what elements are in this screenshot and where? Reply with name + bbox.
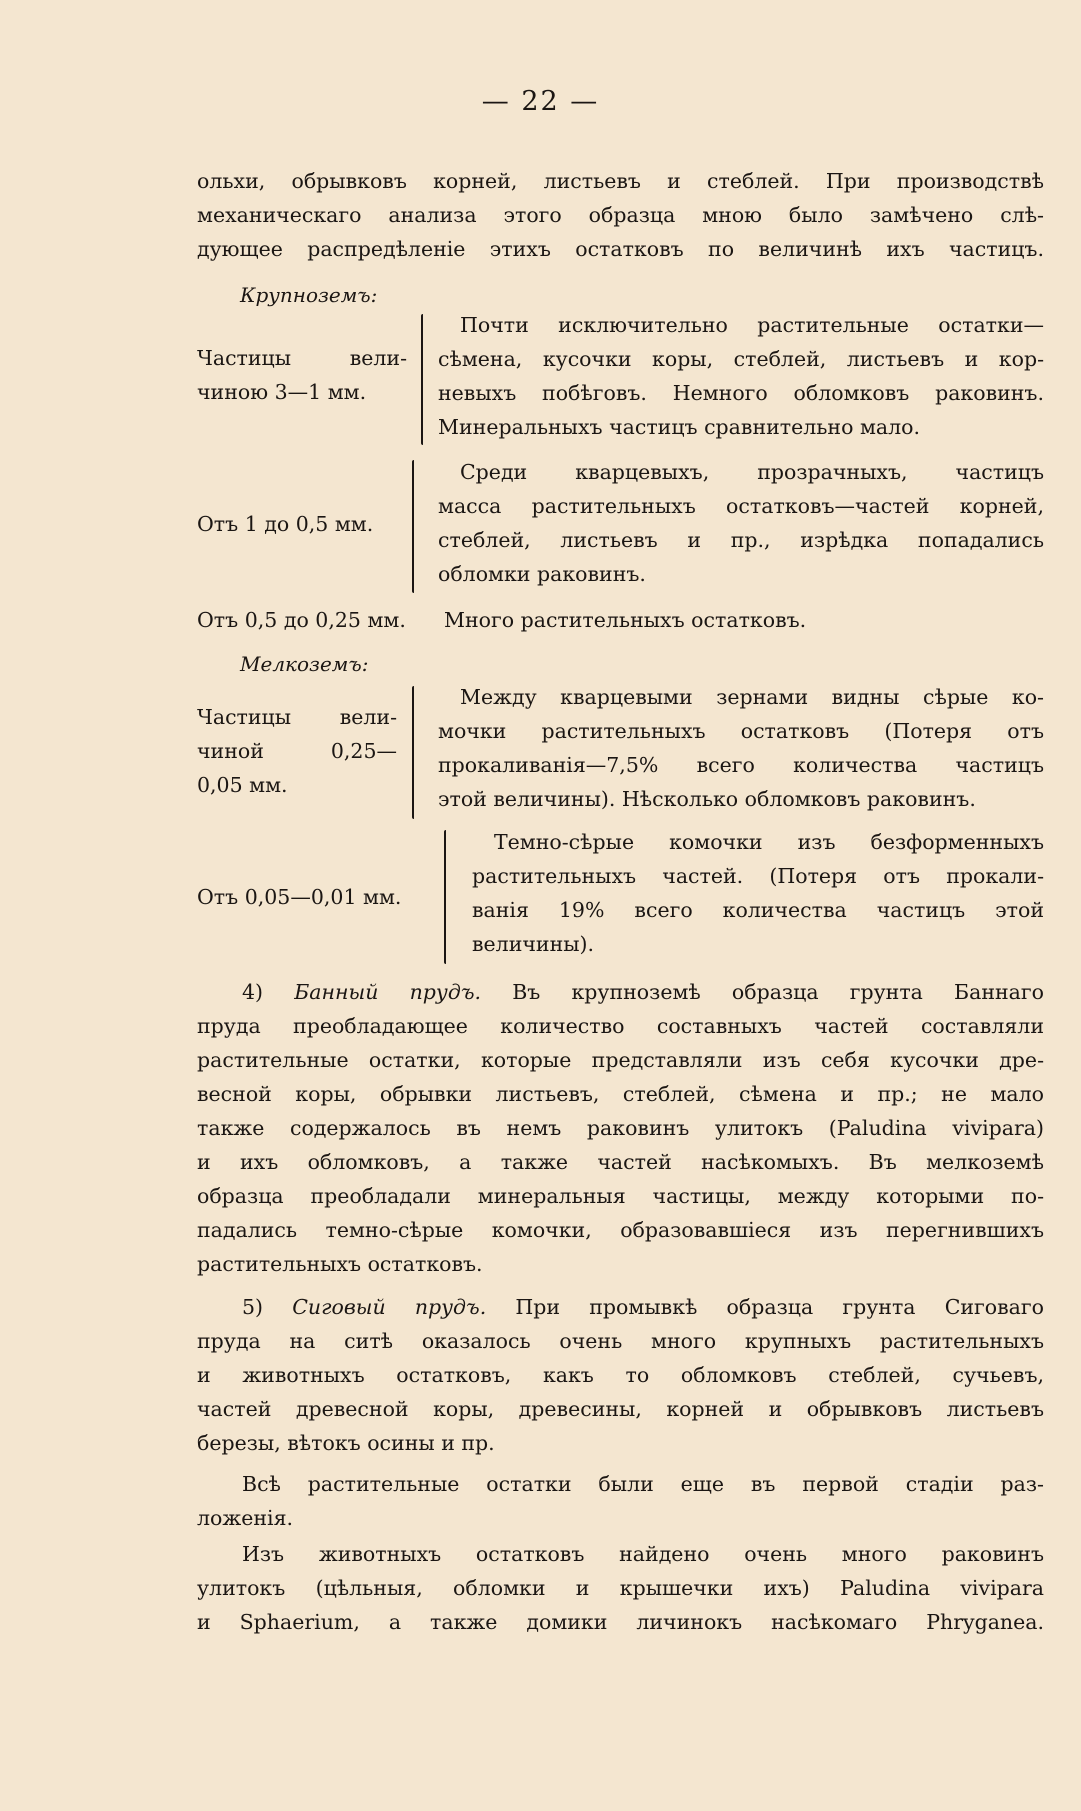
section-5-paragraph	[197, 1290, 1044, 1460]
text-line: также содержалось въ немъ раковинъ улитокъ (Paludina vivipara)	[197, 1116, 1044, 1140]
desc-line: Минеральныхъ частицъ сравнительно мало.	[438, 415, 921, 439]
text-line: растительныхъ остатковъ.	[197, 1252, 483, 1276]
text-line: Изъ животныхъ остатковъ найдено очень много раковинъ	[242, 1542, 1044, 1566]
text-line: образца преобладали минеральныя частицы, между которыми по-	[197, 1184, 1044, 1208]
brace	[412, 460, 414, 593]
coarse-label-3: Отъ 0,5 до 0,25 мм.	[197, 608, 406, 632]
text-line: улитокъ (цѣльныя, обломки и крышечки ихъ) Paludina vivipara	[197, 1576, 1044, 1600]
text-line: дующее распредѣленіе этихъ остатковъ по величинѣ ихъ частицъ.	[197, 237, 1044, 261]
label-line: Отъ 1 до 0,5 мм.	[197, 512, 374, 536]
fine-label-1	[197, 700, 397, 802]
section-4-paragraph	[197, 975, 1044, 1281]
desc-line: невыхъ побѣговъ. Немного обломковъ раковинъ.	[438, 381, 1044, 405]
desc-line: этой величины). Нѣсколько обломковъ раковинъ.	[438, 787, 976, 811]
desc-line: величины).	[472, 932, 595, 956]
desc-line: Между кварцевыми зернами видны сѣрые ко-	[460, 685, 1044, 709]
text-line: березы, вѣтокъ осины и пр.	[197, 1431, 495, 1455]
desc-line: растительныхъ частей. (Потеря отъ прокали-	[472, 864, 1044, 888]
text-line: и животныхъ остатковъ, какъ то обломковъ стеблей, сучьевъ,	[197, 1363, 1044, 1387]
text-line: Всѣ растительные остатки были еще въ первой стадіи раз-	[242, 1472, 1044, 1496]
fine-label-2: Отъ 0,05—0,01 мм.	[197, 885, 402, 909]
desc-line: Темно-сѣрые комочки изъ безформенныхъ	[494, 830, 1044, 854]
desc-line: Почти исключительно растительные остатки—	[460, 313, 1044, 337]
label-line: Частицы вели-	[197, 346, 407, 370]
paragraph-6	[197, 1467, 1044, 1535]
text-line: частей древесной коры, древесины, корней и обрывковъ листьевъ	[197, 1397, 1044, 1421]
label-line: чиною 3—1 мм.	[197, 380, 367, 404]
text-line: ложенія.	[197, 1506, 294, 1530]
brace	[412, 686, 414, 819]
text-run: Въ крупноземѣ образца грунта Баннаго	[512, 980, 1044, 1004]
desc-line: сѣмена, кусочки коры, стеблей, листьевъ и кор-	[438, 347, 1044, 371]
text-line: падались темно-сѣрые комочки, образовавшіеся изъ перегнившихъ	[197, 1218, 1044, 1242]
text-line: растительные остатки, которые представляли изъ себя кусочки дре-	[197, 1048, 1044, 1072]
desc-line: ванія 19% всего количества частицъ этой	[472, 898, 1044, 922]
desc-line: мочки растительныхъ остатковъ (Потеря отъ	[438, 719, 1044, 743]
text-line	[197, 975, 1044, 1009]
section-number: 4)	[242, 980, 264, 1004]
text-line: пруда на ситѣ оказалось очень много крупныхъ растительныхъ	[197, 1329, 1044, 1353]
paragraph-7	[197, 1537, 1044, 1639]
intro-paragraph	[197, 164, 1044, 266]
section-title: Банный прудъ.	[294, 980, 481, 1004]
brace	[421, 314, 423, 445]
coarse-desc-1	[438, 308, 1044, 444]
fine-desc-2	[472, 825, 1044, 961]
text-line: механическаго анализа этого образца мною было замѣчено слѣ-	[197, 203, 1044, 227]
label-line: чиной 0,25—	[197, 739, 397, 763]
label-line: 0,05 мм.	[197, 773, 288, 797]
fine-desc-1	[438, 680, 1044, 816]
text-line: пруда преобладающее количество составныхъ частей составляли	[197, 1014, 1044, 1038]
coarse-label-2	[197, 507, 373, 541]
label-line: Частицы вели-	[197, 705, 397, 729]
coarse-desc-2	[438, 455, 1044, 591]
desc-line: прокаливанія—7,5% всего количества частицъ	[438, 753, 1044, 777]
coarse-heading: Крупноземъ:	[240, 283, 378, 307]
desc-line: масса растительныхъ остатковъ—частей корней,	[438, 494, 1044, 518]
text-line: и Sphaerium, а также домики личинокъ насѣкомаго Phryganea.	[197, 1610, 1044, 1634]
text-line: весной коры, обрывки листьевъ, стеблей, сѣмена и пр.; не мало	[197, 1082, 1044, 1106]
text-line	[197, 1290, 1044, 1324]
section-number: 5)	[242, 1295, 264, 1319]
brace	[444, 830, 446, 964]
coarse-desc-3: Много растительныхъ остатковъ.	[444, 608, 807, 632]
text-line: ольхи, обрывковъ корней, листьевъ и стеблей. При производствѣ	[197, 169, 1044, 193]
coarse-label-1	[197, 341, 407, 409]
section-title: Сиговый прудъ.	[292, 1295, 487, 1319]
desc-line: обломки раковинъ.	[438, 562, 646, 586]
desc-line: стеблей, листьевъ и пр., изрѣдка попадались	[438, 528, 1044, 552]
fine-heading: Мелкоземъ:	[240, 652, 369, 676]
desc-line: Среди кварцевыхъ, прозрачныхъ, частицъ	[460, 460, 1044, 484]
page-number: — 22 —	[481, 86, 600, 117]
text-run: При промывкѣ образца грунта Сиговаго	[515, 1295, 1044, 1319]
text-line: и ихъ обломковъ, а также частей насѣкомыхъ. Въ мелкоземѣ	[197, 1150, 1044, 1174]
